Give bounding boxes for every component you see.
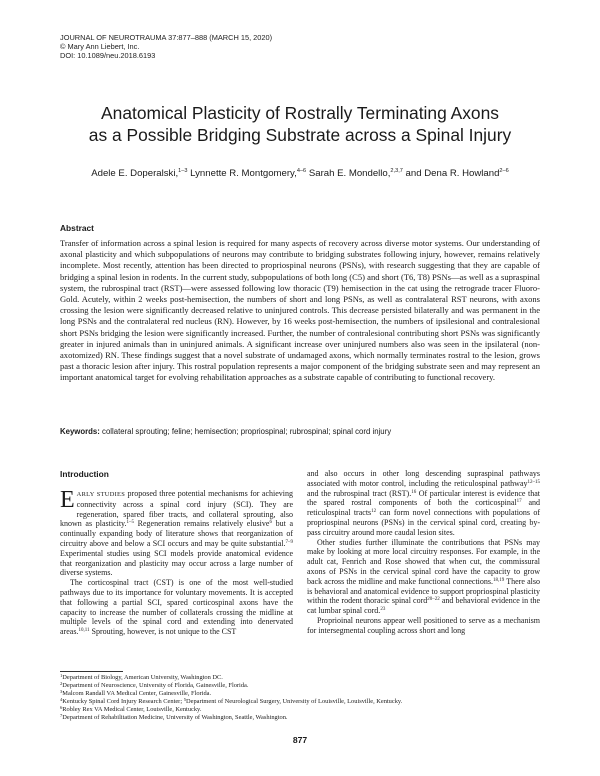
paragraph	[307, 469, 540, 538]
affiliation-text: Department of Neurological Surgery, University of Louisville, Louisville, Kentucky.	[186, 698, 403, 706]
paragraph-text: Sprouting, however, is not unique to the CST	[89, 627, 237, 637]
keywords-text: collateral sprouting; feline; hemisection; propriospinal; rubrospinal; spinal cord injury	[102, 427, 392, 436]
paragraph-text: and reticulospinal tracts	[307, 498, 540, 518]
affiliation-mark: 5	[183, 697, 186, 703]
affiliation-item	[60, 714, 540, 722]
author-name: and Dena R. Howland	[405, 168, 500, 179]
paragraph-text: Other studies further illuminate the contributions that PSNs may make by looking at more local circuitry responses. For example, in the adult cat, Fenrich and Rose showed that when cut, the commissural axons of PSNs in the cervical spinal cord have the capacity to grow back across the midline and make functional connections.	[307, 537, 540, 586]
article-title	[40, 102, 560, 146]
title-line-2: as a Possible Bridging Substrate across a Spinal Injury	[88, 125, 512, 145]
author-affiliation-mark: 2–6	[499, 168, 509, 174]
paragraph	[307, 538, 540, 616]
introduction-heading: Introduction	[60, 469, 109, 479]
citation-ref: 20–22	[427, 597, 440, 603]
citation-ref: 1–5	[126, 520, 135, 526]
abstract-heading: Abstract	[60, 223, 94, 233]
paragraph-text: The corticospinal tract (CST) is one of the most well-studied pathways due to its importance for voluntary movements. It is accepted that following a partial SCI, spared corticospinal axons have the capacity to increase the number of collaterals crossing the midline at multiple levels of the spinal cord and extending into denervated areas.	[60, 578, 293, 637]
author-affiliation-mark: 4–6	[296, 168, 307, 174]
body-column-left	[60, 489, 293, 637]
paragraph-text: and the rubrospinal tract (RST).	[307, 488, 412, 498]
drop-cap: E	[60, 487, 75, 513]
citation-ref: 6	[269, 520, 272, 526]
author-affiliation-mark: 2,3,7	[390, 168, 403, 174]
paragraph-text: and behavioral evidence in the cat lumbar spinal cord.	[307, 596, 540, 616]
author-name: Lynnette R. Montgomery,	[190, 168, 297, 179]
paragraph-text: Proprioinal neurons appear well positioned to serve as a mechanism for intersegmental coupling across short and long	[307, 615, 540, 635]
affiliation-mark: 1	[60, 673, 63, 678]
author-name: Sarah E. Mondello,	[308, 168, 391, 179]
body-column-right	[307, 469, 540, 636]
affiliation-mark: 7	[60, 713, 63, 719]
footnote-divider	[60, 671, 123, 672]
author-affiliation-mark: 1–3	[178, 168, 188, 174]
affiliation-text: Department of Biology, American University, Washington DC.	[62, 674, 223, 681]
paragraph-text: Experimental studies using SCI models provide anatomical evidence that reorganization and plasticity may occur across a large number of diverse systems.	[60, 548, 293, 578]
journal-header	[60, 33, 272, 60]
citation-ref: 7–9	[285, 539, 293, 545]
paragraph-text: but a continually expanding body of literature shows that reorganization of circuitry above and below a SCI occurs and may be quite substantial.	[60, 519, 293, 548]
paragraph-text: There also is behavioral and anatomical evidence to support propriospinal plasticity within the rodent thoracic spinal cord	[307, 576, 540, 606]
small-caps-lead: ARLY STUDIES	[76, 491, 126, 498]
paragraph	[60, 489, 293, 578]
affiliation-text: Robley Rex VA Medical Center, Louisville, Kentucky.	[62, 706, 202, 714]
journal-citation: JOURNAL OF NEUROTRAUMA 37:877–888 (MARCH 15, 2020)	[60, 33, 273, 42]
paragraph	[60, 578, 293, 637]
page-number: 877	[292, 735, 308, 745]
affiliation-mark: 2	[60, 681, 63, 687]
affiliation-text: Department of Rehabilitation Medicine, University of Washington, Seattle, Washington.	[62, 714, 288, 722]
affiliation-mark: 4	[60, 697, 63, 703]
author-list	[40, 168, 560, 180]
citation-ref: 23	[380, 607, 386, 613]
affiliation-item	[60, 682, 540, 690]
affiliation-mark: 6	[60, 705, 63, 711]
affiliation-mark: 3	[60, 689, 63, 695]
keywords-line	[60, 427, 540, 436]
affiliation-text: Kentucky Spinal Cord Injury Research Center;	[62, 698, 184, 706]
affiliation-text: Malcom Randall VA Medical Center, Gainesville, Florida.	[62, 690, 212, 698]
citation-ref: 18,19	[493, 577, 505, 583]
paragraph-text: Regeneration remains relatively elusive	[134, 519, 270, 529]
author-name: Adele E. Doperalski,	[91, 168, 179, 179]
citation-ref: 16	[411, 489, 417, 495]
paragraph-text: proposed three potential mechanisms for achieving connectivity across a spinal cord injury (SCI). They are regeneration, spared fiber tracts, and collateral sprouting, also known as plasticity.	[60, 489, 294, 529]
abstract-text: Transfer of information across a spinal lesion is required for many aspects of recovery across diverse motor systems. Our understanding of axonal plasticity and which subpopulations of neurons may contribute to bridging substrates following injury, however, remains relatively incomplete. Most recently, attention has been directed to propriospinal neurons (PSNs), with research suggesting that they are capable of bridging a spinal lesion in rodents. In the current study, subpopulations of both long (C5) and short (T6, T8) PSNs—as well as a supraspinal system, the rubrospinal tract (RST)—were assessed following low thoracic (T9) hemisection in the cat using the retrograde tracer Fluoro-Gold. Acutely, within 2 weeks post-hemisection, the numbers of short and long PSNs, as well as contralateral RST neurons, with axons crossing the lesion were significantly decreased relative to uninjured controls. This decrease persisted bilaterally and was permanent in the long PSNs and the contralateral red nucleus (RN). However, by 16 weeks post-hemisection, the numbers of ipsilesional and contralesional short PSNs bridging the lesion were significantly increased. Further, the number of contralesional contributing short PSNs was significantly greater in injured animals than in uninjured animals. A significant increase over uninjured numbers also was seen in the ipsilateral (non-axotomized) RN. These findings suggest that a novel substrate of undamaged axons, which normally terminates rostral to the lesion, grows past a thoracic lesion after injury. This rostral population represents a major component of the bridging substrate seen and may represent an important anatomical target for evolving rehabilitation approaches as a substrate capable of contributing to functional recovery.	[60, 238, 540, 383]
affiliation-item	[60, 674, 540, 682]
affiliation-list	[60, 674, 540, 723]
title-line-1: Anatomical Plasticity of Rostrally Terminating Axons	[101, 103, 499, 123]
paragraph	[307, 616, 540, 636]
citation-ref: 17	[516, 499, 522, 505]
citation-ref: 12–15	[527, 479, 540, 485]
citation-ref: 12	[371, 509, 377, 515]
copyright-line: © Mary Ann Liebert, Inc.	[60, 42, 140, 51]
keywords-label: Keywords:	[60, 427, 100, 436]
paragraph-text: and also occurs in other long descending supraspinal pathways associated with motor control, including the reticulospinal pathway	[307, 469, 540, 488]
affiliation-text: Department of Neuroscience, University of Florida, Gainesville, Florida.	[62, 682, 249, 690]
paragraph-text: Of particular interest is evidence that the spared rostral components of both the corticospinal	[307, 488, 540, 508]
paragraph-text: can form novel connections with populations of propriospinal neurons (PSNs) in the cervical spinal cord, creating by-pass circuitry around more caudal lesion sites.	[307, 508, 540, 537]
citation-ref: 10,11	[78, 628, 90, 634]
doi-line: DOI: 10.1089/neu.2018.6193	[60, 51, 156, 60]
